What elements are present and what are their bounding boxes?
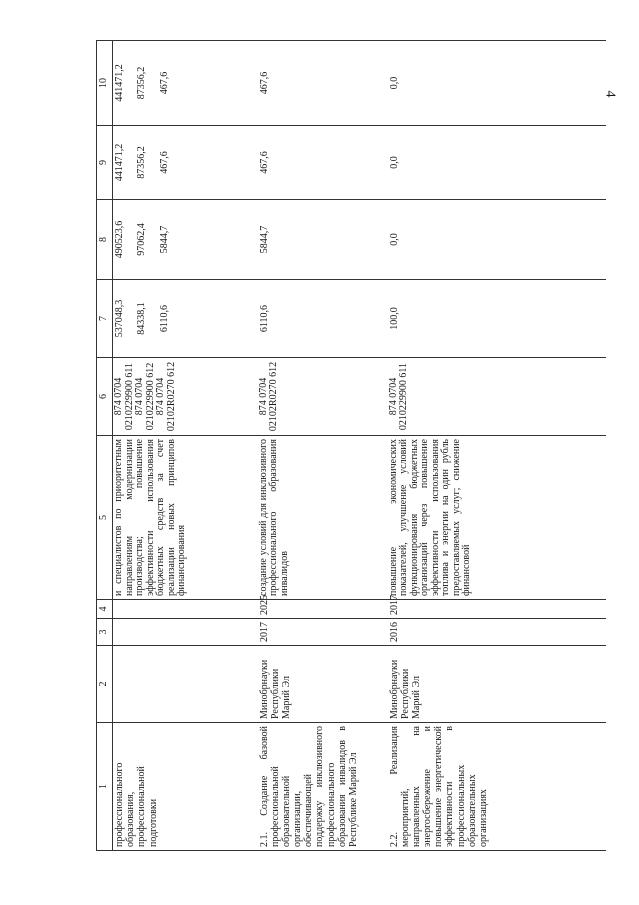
budget-code: 874 0704 0210229900 611 [388, 358, 606, 436]
column-header: 6 [97, 358, 113, 436]
activity-name: 2.2. Реализация мероприятий, направленных на энергосбережение и повышение энергетической эффективности в профессиональных образовательных организациях [388, 723, 606, 851]
amount-col10: 441471,2 87356,2 467,6 [113, 41, 258, 126]
start-year: 2017 [258, 619, 388, 646]
amount-col8: 5844,7 [258, 200, 388, 280]
amount-col8: 0,0 [388, 200, 606, 280]
table-header [97, 41, 113, 851]
responsible-executor: Минобрнауки Республики Марий Эл [388, 646, 606, 723]
table-row [258, 41, 388, 851]
end-year: 2025 [258, 600, 388, 619]
column-header: 2 [97, 646, 113, 723]
amount-col10: 467,6 [258, 41, 388, 126]
budget-code: 874 0704 02102R0270 612 [258, 358, 388, 436]
column-header: 8 [97, 200, 113, 280]
amount-col8: 490523,6 97062,4 5844,7 [113, 200, 258, 280]
end-year: 2017 [388, 600, 606, 619]
column-header: 5 [97, 436, 113, 600]
rotated-page-content [96, 41, 615, 851]
amount-col9: 0,0 [388, 126, 606, 200]
expected-result: создание условий для инклюзивного профессионального образования инвалидов [258, 436, 388, 600]
amount-col10: 0,0 [388, 41, 606, 126]
column-header: 7 [97, 280, 113, 358]
column-header: 4 [97, 600, 113, 619]
program-activities-table [96, 40, 606, 851]
budget-code: 874 0704 0210229900 611 874 0704 0210229900 612 874 0704 02102R0270 612 [113, 358, 258, 436]
responsible-executor: Минобрнауки Республики Марий Эл [258, 646, 388, 723]
amount-col9: 467,6 [258, 126, 388, 200]
table-row [113, 41, 258, 851]
column-header: 3 [97, 619, 113, 646]
activity-name: 2.1. Создание базовой профессиональной образовательной организации, обеспечивающей поддержку инклюзивного профессионального образования инвалидов в Республике Марий Эл [258, 723, 388, 851]
column-header: 9 [97, 126, 113, 200]
responsible-executor [113, 646, 258, 723]
expected-result: и специалистов по приоритетным направлениям модернизации производства; повышение эффективности использования бюджетных средств за счет реализации новых принципов финансирования [113, 436, 258, 600]
expected-result: повышение экономических показателей, улучшение условий функционирования бюджетных организаций через повышение эффективности использования топлива и энергии на один рубль предоставляемых услуг; снижение финансовой [388, 436, 606, 600]
amount-col9: 441471,2 87356,2 467,6 [113, 126, 258, 200]
page-number: 4 [602, 90, 618, 98]
amount-col7: 100,0 [388, 280, 606, 358]
header-row [97, 41, 113, 851]
table-row [388, 41, 606, 851]
start-year: 2016 [388, 619, 606, 646]
column-header: 10 [97, 41, 113, 126]
amount-col7: 6110,6 [258, 280, 388, 358]
start-year [113, 619, 258, 646]
activity-name: профессионального образования, профессиональной подготовки [113, 723, 258, 851]
end-year [113, 600, 258, 619]
amount-col7: 537048,3 84338,1 6110,6 [113, 280, 258, 358]
column-header: 1 [97, 723, 113, 851]
